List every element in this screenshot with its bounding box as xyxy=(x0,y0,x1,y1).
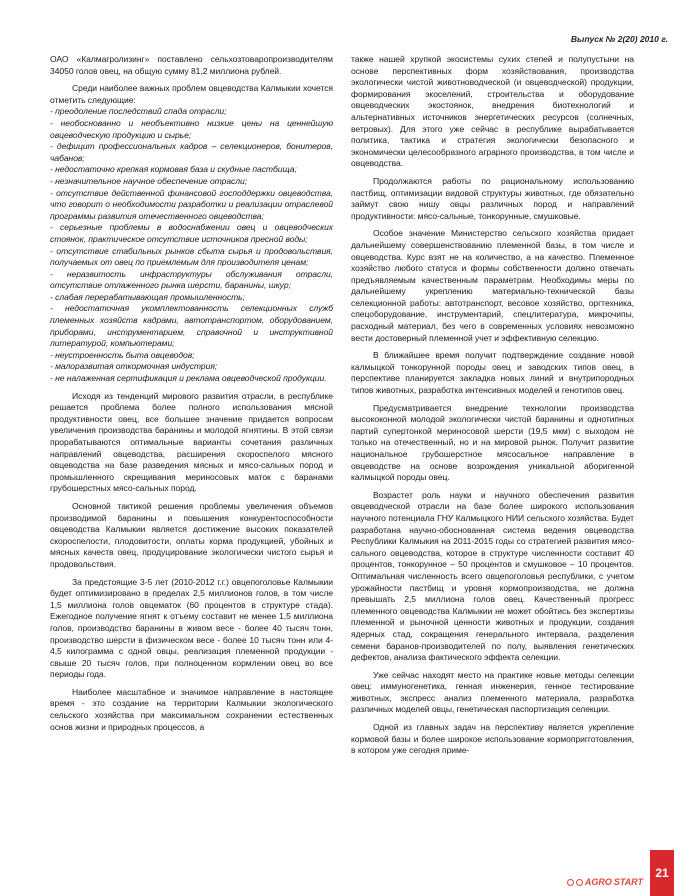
logo-agro-text: AGRO xyxy=(584,877,612,887)
list-item: - преодоление последствий спада отрасли; xyxy=(50,106,227,117)
list-item: - недостаточно крепкая кормовая база и скудные пастбища; xyxy=(50,164,297,175)
list-item: - необоснованно и необъективно низкие цены на ценнейшую овцеводческую продукцию и сырье; xyxy=(50,117,333,140)
paragraph: Уже сейчас находят место на практике новые методы селекции овец: иммуногенетика, генная инженерия, генное тестирование животных, экспресс анализ племенного материала, разработка различных моделей овцы, генетическая паспортизация селекции. xyxy=(351,669,634,715)
paragraph: Исходя из тенденций мирового развития отрасли, в республике решается проблема более полного использования мясной продуктивности овец, все большее значение придается вопросам увеличения производства баранины и молодой ягнятины. В этой связи прорабатываются оптимальные варианты сочетания различных направлений овцеводства, расширения скороспелого мясного овцеводства на базе разведения мясных и мясо-сальных пород и промышленного скрещивания мериносовых маток с баранами грубошерстных мясо-сальных пород. xyxy=(50,390,333,494)
left-column xyxy=(50,54,333,739)
right-column xyxy=(351,54,634,763)
list-item: - отсутствие стабильных рынков сбыта сырья и продовольствия, получаемых от овец по приемлемым для производителя ценам; xyxy=(50,245,333,268)
list-item: - малоразвитая откормочная индустрия; xyxy=(50,361,218,372)
issue-label: Выпуск № 2(20) 2010 г. xyxy=(570,34,668,44)
list-item: - слабая перерабатывающая промышленность; xyxy=(50,291,245,302)
list-item: - отсутствие действенной финансовой господдержки овцеводства, что говорит о необходимости разработки и реализации отраслевой программы развития отечественного овцеводства; xyxy=(50,187,333,221)
paragraph: Одной из главных задач на перспективу является укрепление кормовой базы и более широкое использование кормопригготовления, в котором уже сегодня приме- xyxy=(351,722,634,756)
ring-icon xyxy=(567,879,574,886)
paragraph: Среди наиболее важных проблем овцеводства Калмыкии хочется отметить следующие: xyxy=(50,83,333,105)
paragraph: Наиболее масштабное и значимое направление в настоящее время - это создание на территории Калмыкии экологического сельского хозяйства при максимальном сохранении естественных основ жизни и природных процессов, а xyxy=(50,686,333,732)
paragraph: Предусматривается внедрение технологии производства высококонной молодой экологически чистой баранины и однотипных партий супертонкой мериносовой шерсти (19,5 мкм) с выходом не только на отечественный, но и на мировой рынок. Получит развитие национальное грубошерстное мясосальное направление в овцеводстве на основе возрождения уникальной аборигенной калмыцкой породы овец. xyxy=(351,402,634,483)
list-item: - неустроенность быта овцеводов; xyxy=(50,349,195,360)
list-item: - серьезные проблемы в водоснабжении овец и овцеводческих стоянок, практическое отсутствие источников пресной воды; xyxy=(50,222,333,244)
footer xyxy=(0,866,700,896)
problems-list xyxy=(50,106,333,384)
paragraph: Продолжаются работы по рациональному использованию пастбищ, оптимизации видовой структуры животных, где обязательно займут свою нишу овцы различных пород и направлений продуктивности: мясо-сальные, тонкорунные, смушковые. xyxy=(351,175,634,221)
list-item: - недостаточная укомплектованность селекционных служб племенных хозяйств кадрами, автотранспортом, оборудованием, приборами, инструментарием, справочной и инструктивной литературой, компьютерами; xyxy=(50,303,333,349)
list-item: - незначительное научное обеспечение отрасли; xyxy=(50,175,248,186)
list-item: - дефицит профессиональных кадров – селекционеров, бонитеров, чабанов; xyxy=(50,141,333,163)
page-number: 21 xyxy=(650,850,674,896)
paragraph: также нашей хрупкой экосистемы сухих степей и полупустыни на основе перспективных форм хозяйствования, производства экологически чистой животноводческой (и овцеводческой) продукции, формирования экоселений, строительства и оборудование овцеводческих экостоянок, внедрения биотехнологий и альтернативных источников энергетических ресурсов (солнечных, ветровых). Для этого уже сейчас в республике вырабатывается политика, тактика и стратегия экологически безопасного и экономически целесообразного аграрного производства, в том числе и овцеводства. xyxy=(351,54,634,169)
paragraph: Особое значение Министерство сельского хозяйства придает дальнейшему совершенствованию племенной базы, в том числе и овцеводства. Курс взят не на количество, а на качество. Племенное хозяйство любого статуса и формы собственности должно отвечать предъявляемым качественным параметрам. Необходимы меры по дальнейшему укреплению материально-технической базы селекционной работы: автотранспорт, весовое хозяйство, оргтехника, спецоборудование, инструментарий, спецлитература, микрочипы, расходный материал, без чего в современных условиях невозможно вести достоверный племенной учет и эффективную селекцию. xyxy=(351,228,634,343)
paragraph: За предстоящие 3-5 лет (2010-2012 г.г.) овцепоголовье Калмыкии будет оптимизировано в пределах 2,5 миллионов голов, в том числе 1,5 миллиона голов овцематок (60 процентов в структуре стада). Ежегодное получение ягнят к отъему составит не менее 1,5 миллиона голов, производство баранины в живом весе - более 40 тысяч тонн, производство шерсти в физическом весе - более 10 тысяч тонн или 4-4,5 килограмма с одной овцы, реализация племенной продукции - свыше 20 тысяч голов, при полноценном кормлении овец во все периоды года. xyxy=(50,576,333,680)
list-item: - не налаженная сертификация и реклама овцеводческой продукции. xyxy=(50,373,327,384)
list-item: - неразвитость инфраструктуры обслуживания отрасли, отсутствие отлаженного рынка шерсти, баранины, шкур; xyxy=(50,268,333,291)
logo-start-text: START xyxy=(613,877,643,887)
paragraph: ОАО «Калмагролизинг» поставлено сельхозтовaропроизводителям 34050 голов овец, на общую сумму 81,2 миллиона рублей. xyxy=(50,54,333,76)
ring-icon xyxy=(576,879,583,886)
paragraph: Возрастет роль науки и научного обеспечения развития овцеводческой отрасли на базе более широкого использования научного потенциала ГНУ Калмыцкого НИИ сельского хозяйства. Будет разработана научно-обоснованная система ведения овцеводства Республики Калмыкия на 2011-2015 годы со стратегией развития мясо-сального овцеводства, которое в структуре численности составит 40 процентов, тонкорунное – 50 процентов и смушковое – 10 процентов. Оптимальная численность всего овцепоголовья республики, с учетом урожайности пастбищ и уровня кормопроизводства, не должна превышать 2,5 миллиона голов овец. Качественный прогресс племенного овцеводства Калмыкии не может обойтись без экспертизы племенной и рыночной ценности животных и продукции, создания ядерных стад, сокращения генерального интервала, разделения семени баранов-производителей по полу, выявления генетических дефектов, анализа фактического эффекта селекции. xyxy=(351,489,634,663)
agrostart-logo xyxy=(567,876,643,888)
paragraph: Основной тактикой решения проблемы увеличения объемов производимой баранины и повышения конкурентоспособности овцеводства Калмыкии является достижение высоких показателей скороспелости, плодовитости, оплаты корма продукцией, убойных и мясных качеств овец, продуцирование экологически чистого сырья и продовольствия. xyxy=(50,500,333,569)
paragraph: В ближайшее время получит подтверждение создание новой калмыцкой тонкорунной породы овец и заводских типов овец, в перспективе планируется закладка новых линий и внутрипородных типов животных, разработка интенсивных моделей и генотипов овец. xyxy=(351,350,634,396)
